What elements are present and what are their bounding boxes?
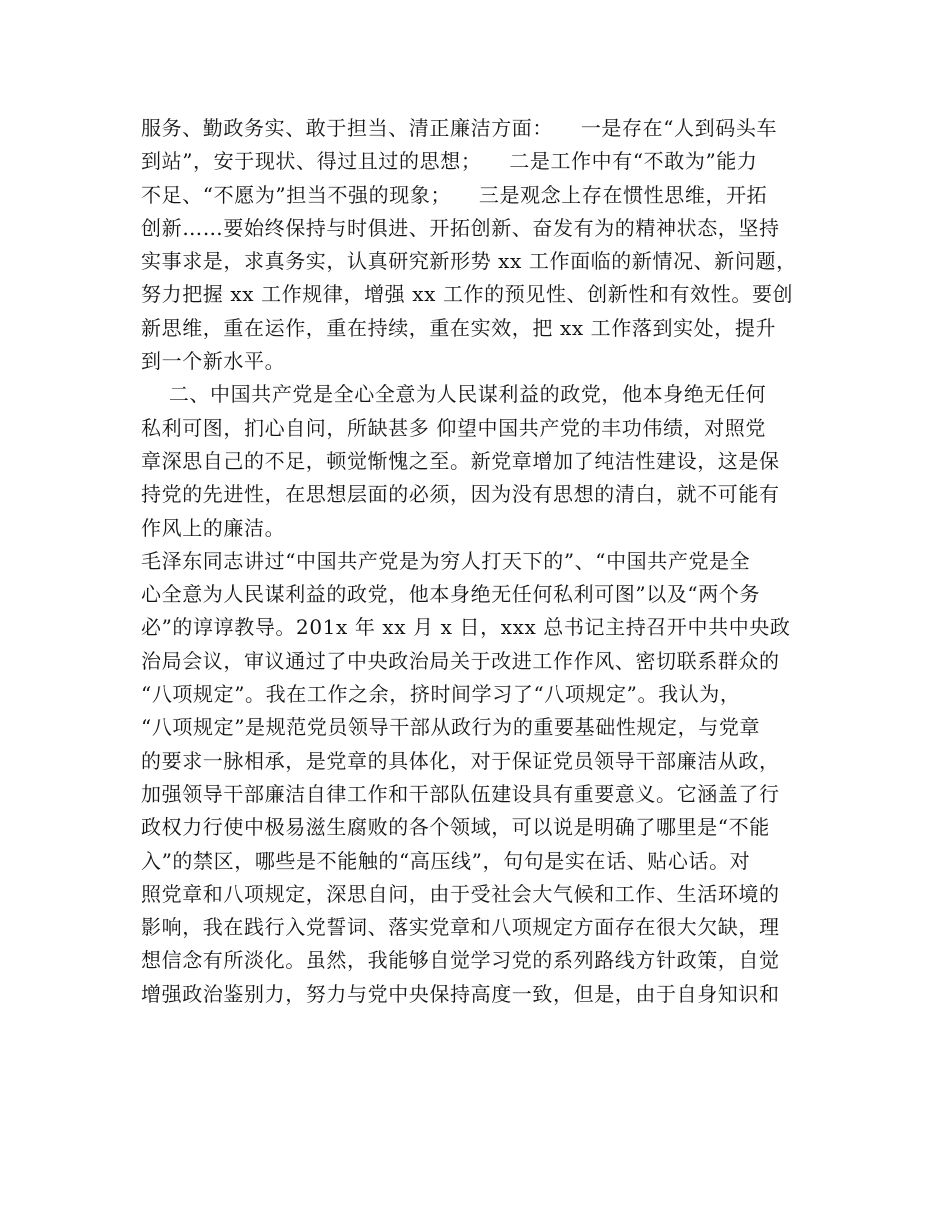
text-line: 毛泽东同志讲过“中国共产党是为穷人打天下的”、“中国共产党是全 xyxy=(141,548,751,573)
text-line: 心全意为人民谋利益的政党，他本身绝无任何私利可图”以及“两个务 xyxy=(141,582,761,607)
text-line: 想信念有所淡化。虽然，我能够自觉学习党的系列路线方针政策，自觉 xyxy=(141,948,780,973)
body-text xyxy=(141,112,831,1011)
text-line: 到一个新水平。 xyxy=(141,349,286,374)
text-line: 二、中国共产党是全心全意为人民谋利益的政党，他本身绝无任何 xyxy=(141,382,767,407)
text-line: 服务、勤政务实、敢于担当、清正廉洁方面： 一是存在“人到码头车 xyxy=(141,116,778,140)
text-line: 创新……要始终保持与时俱进、开拓创新、奋发有为的精神状态，坚持 xyxy=(141,215,780,240)
text-line: 持党的先进性，在思想层面的必须，因为没有思想的清白，就不可能有 xyxy=(141,482,780,507)
text-line: “八项规定”是规范党员领导干部从政行为的重要基础性规定，与党章 xyxy=(141,715,761,740)
text-line: 入”的禁区，哪些是不能触的“高压线”，句句是实在话、贴心话。对 xyxy=(141,848,751,873)
text-line: 必”的谆谆教导。201x 年 xx 月 x 日，xxx 总书记主持召开中共中央政 xyxy=(141,615,791,640)
text-line: 努力把握 xx 工作规律，增强 xx 工作的预见性、创新性和有效性。要创 xyxy=(141,282,794,307)
text-line: “八项规定”。我在工作之余，挤时间学习了“八项规定”。我认为， xyxy=(141,682,741,707)
text-line: 照党章和八项规定，深思自问，由于受社会大气候和工作、生活环境的 xyxy=(141,881,780,906)
text-line: 政权力行使中极易滋生腐败的各个领域，可以说是明确了哪里是“不能 xyxy=(141,815,770,840)
text-line: 影响，我在践行入党誓词、落实党章和八项规定方面存在很大欠缺，理 xyxy=(141,915,780,940)
text-line: 作风上的廉洁。 xyxy=(141,515,286,540)
text-line: 到站”，安于现状、得过且过的思想； 二是工作中有“不敢为”能力 xyxy=(141,149,758,174)
text-line: 增强政治鉴别力，努力与党中央保持高度一致，但是，由于自身知识和 xyxy=(141,981,780,1006)
text-line: 的要求一脉相承，是党章的具体化，对于保证党员领导干部廉洁从政， xyxy=(141,748,780,773)
text-line: 实事求是，求真务实，认真研究新形势 xx 工作面临的新情况、新问题， xyxy=(141,249,797,274)
text-line: 私利可图，扪心自问，所缺甚多 仰望中国共产党的丰功伟绩，对照党 xyxy=(141,415,766,440)
text-line: 新思维，重在运作，重在持续，重在实效，把 xx 工作落到实处，提升 xyxy=(141,315,777,340)
text-line: 不足、“不愿为”担当不强的现象； 三是观念上存在惯性思维，开拓 xyxy=(141,182,768,207)
text-line: 治局会议，审议通过了中央政治局关于改进工作作风、密切联系群众的 xyxy=(141,648,780,673)
text-line: 章深思自己的不足，顿觉惭愧之至。新党章增加了纯洁性建设，这是保 xyxy=(141,448,780,473)
text-line: 加强领导干部廉洁自律工作和干部队伍建设具有重要意义。它涵盖了行 xyxy=(141,781,780,806)
